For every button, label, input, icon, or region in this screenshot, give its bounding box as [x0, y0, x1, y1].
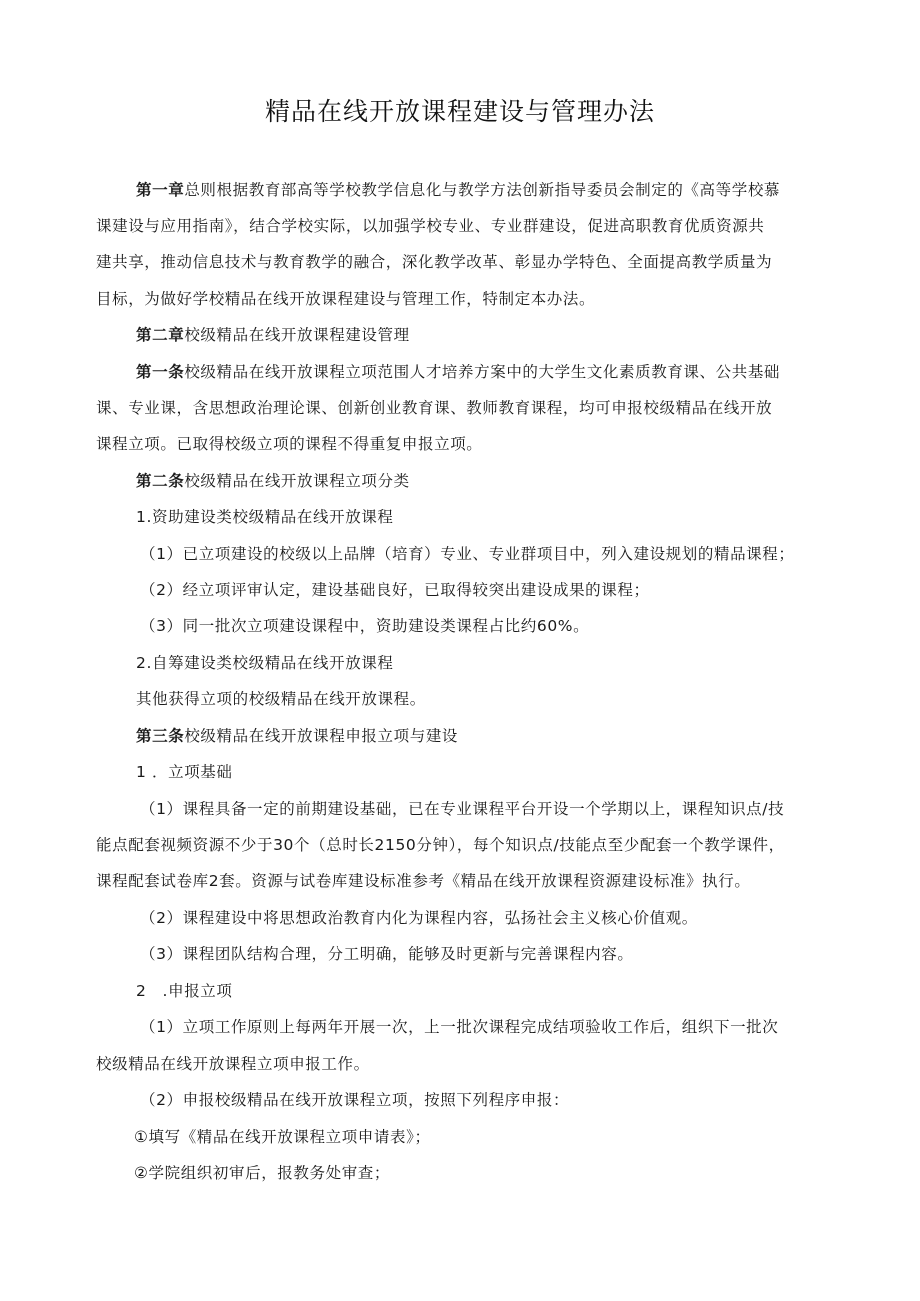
paragraph-line	[140, 942, 633, 966]
line-text: 1.资助建设类校级精品在线开放课程	[136, 508, 394, 526]
paragraph-line	[136, 651, 394, 675]
paragraph-line	[140, 578, 650, 602]
paragraph-line	[136, 323, 410, 347]
line-text: 课、专业课，含思想政治理论课、创新创业教育课、教师教育课程，均可申报校级精品在线开放	[96, 399, 773, 417]
paragraph-line	[140, 1088, 569, 1112]
line-text: 校级精品在线开放课程立项范围人才培养方案中的大学生文化素质教育课、公共基础	[184, 363, 781, 381]
paragraph-line	[136, 178, 780, 202]
line-text: 校级精品在线开放课程申报立项与建设	[184, 727, 459, 745]
line-text: 建共享，推动信息技术与教育教学的融合，深化教学改革、彰显办学特色、全面提高教学质量为	[96, 253, 773, 271]
paragraph-line	[134, 1161, 390, 1185]
line-text: （1）已立项建设的校级以上品牌（培育）专业、专业群项目中，列入建设规划的精品课程；	[140, 545, 795, 563]
article-label: 第三条	[136, 727, 185, 745]
chapter-label: 第一章	[136, 181, 185, 199]
line-text: 校级精品在线开放课程立项分类	[184, 472, 410, 490]
line-text: ②学院组织初审后，报教务处审查；	[134, 1164, 390, 1182]
line-text: ①填写《精品在线开放课程立项申请表》；	[134, 1128, 431, 1146]
line-text: （1）立项工作原则上每两年开展一次，上一批次课程完成结项验收工作后，组织下一批次	[140, 1018, 779, 1036]
paragraph-line	[96, 396, 772, 420]
document-title: 精品在线开放课程建设与管理办法	[264, 97, 655, 126]
paragraph-line	[140, 906, 698, 930]
paragraph-line	[140, 797, 784, 821]
paragraph-line	[96, 214, 764, 238]
line-text: 2 .申报立项	[136, 982, 233, 1000]
paragraph-line	[136, 687, 426, 711]
paragraph-line	[96, 287, 595, 311]
paragraph-line	[134, 1125, 431, 1149]
paragraph-line	[136, 469, 410, 493]
line-text: 总则根据教育部高等学校教学信息化与教学方法创新指导委员会制定的《高等学校慕	[184, 181, 781, 199]
line-text: （3）同一批次立项建设课程中，资助建设类课程占比约60%。	[140, 617, 590, 635]
paragraph-line	[96, 250, 772, 274]
line-text: 课程配套试卷库2套。资源与试卷库建设标准参考《精品在线开放课程资源建设标准》执行。	[96, 872, 751, 890]
line-text: 校级精品在线开放课程立项申报工作。	[96, 1055, 370, 1073]
paragraph-line	[96, 1052, 370, 1076]
line-text: 课建设与应用指南》，结合学校实际，以加强学校专业、专业群建设，促进高职教育优质资源共	[96, 217, 765, 235]
paragraph-line	[136, 505, 394, 529]
line-text: （2）课程建设中将思想政治教育内化为课程内容，弘扬社会主义核心价值观。	[140, 909, 698, 927]
line-text: 2.自筹建设类校级精品在线开放课程	[136, 654, 394, 672]
line-text: 目标，为做好学校精品在线开放课程建设与管理工作，特制定本办法。	[96, 290, 596, 308]
line-text: 1 ．立项基础	[136, 763, 233, 781]
paragraph-line	[136, 360, 780, 384]
paragraph-line	[136, 724, 458, 748]
paragraph-line	[140, 542, 794, 566]
line-text: 校级精品在线开放课程建设管理	[184, 326, 410, 344]
line-text: （3）课程团队结构合理，分工明确，能够及时更新与完善课程内容。	[140, 945, 634, 963]
line-text: 能点配套视频资源不少于30个（总时长2150分钟），每个知识点/技能点至少配套一个教学课件，	[96, 836, 785, 854]
line-text: 课程立项。已取得校级立项的课程不得重复申报立项。	[96, 435, 483, 453]
paragraph-line	[140, 1015, 778, 1039]
chapter-label: 第二章	[136, 326, 185, 344]
paragraph-line	[136, 760, 233, 784]
paragraph-line	[96, 869, 750, 893]
line-text: 其他获得立项的校级精品在线开放课程。	[136, 690, 426, 708]
paragraph-line	[136, 979, 233, 1003]
line-text: （2）经立项评审认定，建设基础良好，已取得较突出建设成果的课程；	[140, 581, 650, 599]
article-label: 第二条	[136, 472, 185, 490]
paragraph-line	[140, 614, 589, 638]
article-label: 第一条	[136, 363, 185, 381]
paragraph-line	[96, 833, 785, 857]
line-text: （1）课程具备一定的前期建设基础，已在专业课程平台开设一个学期以上，课程知识点/技	[140, 800, 785, 818]
line-text: （2）申报校级精品在线开放课程立项，按照下列程序申报：	[140, 1091, 570, 1109]
paragraph-line	[96, 432, 482, 456]
